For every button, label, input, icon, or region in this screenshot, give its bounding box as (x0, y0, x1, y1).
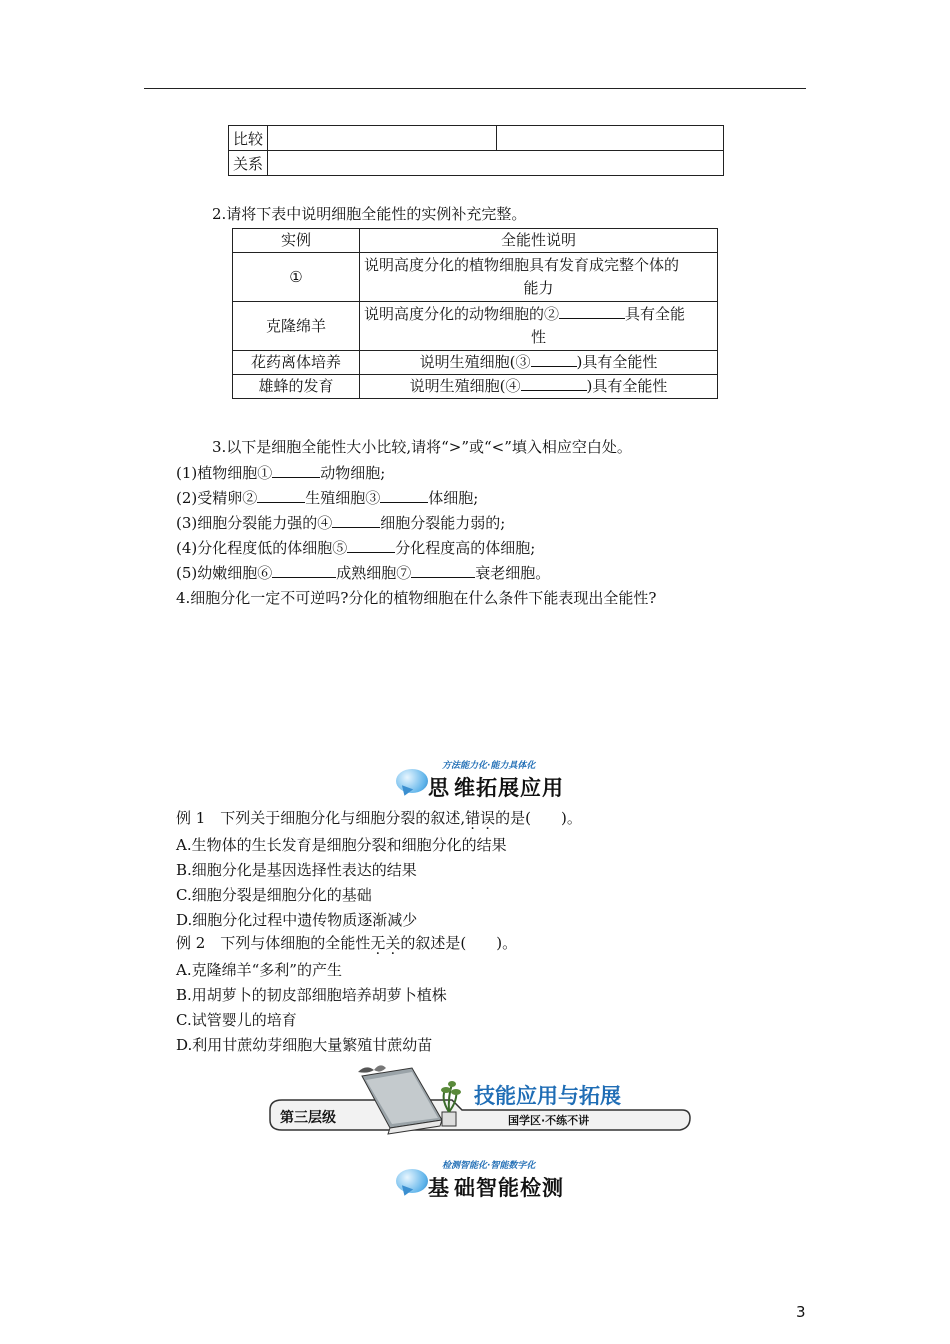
row-label-compare: 比较 (229, 126, 268, 151)
q2-title: 2.请将下表中说明细胞全能性的实例补充完整。 (212, 205, 527, 223)
option-b: B.用胡萝卜的韧皮部细胞培养胡萝卜植株 (176, 986, 447, 1004)
comparison-table (228, 125, 724, 176)
option-d: D.细胞分化过程中遗传物质逐渐减少 (176, 911, 418, 929)
level-badge: 第三层级 (280, 1110, 336, 1126)
q3-title: 3.以下是细胞全能性大小比较,请将“>”或“<”填入相应空白处。 (212, 438, 632, 456)
answer-blank[interactable] (411, 563, 475, 578)
table-cell: ① (233, 253, 360, 302)
answer-blank[interactable] (531, 352, 577, 367)
answer-blank[interactable] (257, 488, 305, 503)
answer-blank[interactable] (332, 513, 380, 528)
header-rule (144, 88, 806, 89)
level-subtitle: 国学区·不练不讲 (508, 1114, 590, 1127)
q3-item-4: (4)分化程度低的体细胞⑤ 分化程度高的体细胞; (176, 539, 536, 557)
answer-blank[interactable] (559, 304, 625, 319)
speech-bubble-icon (396, 1165, 436, 1195)
section-banner-basic: 检测智能化·智能数字化 基 础智能检测 (396, 1158, 564, 1202)
section-banner-thinking: 方法能力化·能力具体化 思 维拓展应用 (396, 758, 564, 802)
cell-empty (497, 126, 724, 151)
page-number: 3 (796, 1303, 806, 1321)
totipotency-table (232, 228, 718, 399)
speech-bubble-icon (396, 765, 436, 795)
option-a: A.生物体的生长发育是细胞分裂和细胞分化的结果 (176, 836, 507, 854)
option-c: C.试管婴儿的培育 (176, 1011, 297, 1029)
level-three-banner (262, 1062, 692, 1140)
option-c: C.细胞分裂是细胞分化的基础 (176, 886, 372, 904)
cell-empty (268, 126, 497, 151)
level-title: 技能应用与拓展 (474, 1084, 621, 1108)
option-b: B.细胞分化是基因选择性表达的结果 (176, 861, 417, 879)
answer-blank[interactable] (272, 563, 336, 578)
table-cell: 雄蜂的发育 (233, 375, 360, 399)
q3-item-2: (2)受精卵② 生殖细胞③ 体细胞; (176, 489, 479, 507)
table-cell: 说明生殖细胞(④ )具有全能性 (360, 375, 718, 399)
answer-blank[interactable] (347, 538, 395, 553)
table-cell: 说明高度分化的植物细胞具有发育成完整个体的 能力 (360, 253, 718, 302)
cell-empty (268, 151, 724, 176)
table-header: 实例 (233, 229, 360, 253)
q4-text: 4.细胞分化一定不可逆吗?分化的植物细胞在什么条件下能表现出全能性? (176, 589, 657, 607)
example-2-stem: 例 2 下列与体细胞的全能性无关的叙述是( )。 (176, 934, 518, 952)
option-a: A.克隆绵羊“多利”的产生 (176, 961, 342, 979)
example-1-stem: 例 1 下列关于细胞分化与细胞分裂的叙述,错误的是( )。 (176, 809, 582, 827)
option-d: D.利用甘蔗幼芽细胞大量繁殖甘蔗幼苗 (176, 1036, 433, 1054)
table-cell: 说明生殖细胞(③ )具有全能性 (360, 351, 718, 375)
table-header: 全能性说明 (360, 229, 718, 253)
q3-item-3: (3)细胞分裂能力强的④ 细胞分裂能力弱的; (176, 514, 506, 532)
answer-blank[interactable] (272, 463, 320, 478)
table-cell: 说明高度分化的动物细胞的② 具有全能 性 (360, 302, 718, 351)
table-cell: 克隆绵羊 (233, 302, 360, 351)
q3-item-5: (5)幼嫩细胞⑥ 成熟细胞⑦ 衰老细胞。 (176, 564, 551, 582)
table-cell: 花药离体培养 (233, 351, 360, 375)
q3-item-1: (1)植物细胞① 动物细胞; (176, 464, 386, 482)
row-label-relation: 关系 (229, 151, 268, 176)
answer-blank[interactable] (521, 376, 587, 391)
answer-blank[interactable] (380, 488, 428, 503)
